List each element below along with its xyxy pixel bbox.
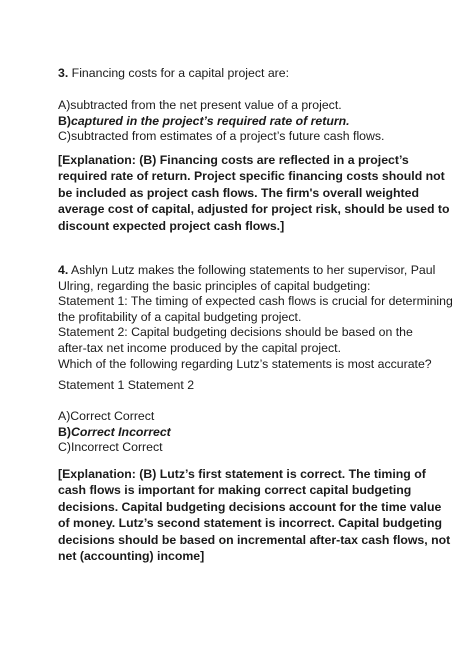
option-text: subtracted from estimates of a project’s future cash flows. [70,129,385,144]
question-4-line: Statement 2: Capital budgeting decisions should be based on the [58,325,413,340]
explanation-line: be included as project cash flows. The firm's overall weighted [58,185,419,200]
option-letter: A) [58,98,71,112]
option-text-correct: Correct Incorrect [70,424,171,439]
option-text: subtracted from the net present value of a project. [70,98,342,112]
question-3-explanation [58,152,450,234]
option-letter: A) [58,409,71,423]
option-letter: B) [58,113,71,128]
question-3 [58,66,428,82]
explanation-line: cash flows is important for making correct capital budgeting [58,483,412,498]
option-letter: C) [58,440,71,455]
question-3-option-a [58,98,428,114]
option-letter: C) [58,129,71,144]
explanation-line: of money. Lutz’s second statement is incorrect. Capital budgeting [58,516,442,531]
column-header: Statement 1 Statement 2 [58,378,195,392]
explanation-line: required rate of return. Project specific financing costs should not [58,169,445,184]
explanation-line: [Explanation: (B) Lutz’s first statement is correct. The timing of [58,467,426,481]
question-4-line: Which of the following regarding Lutz’s statements is most accurate? [58,356,432,371]
question-4-line: the profitability of a capital budgeting project. [58,309,302,324]
explanation-line: net (accounting) income] [58,549,205,564]
option-letter: B) [58,424,71,439]
explanation-line: decisions. Capital budgeting decisions account for the time value [58,499,442,514]
question-3-stem: Financing costs for a capital project are: [68,66,290,80]
explanation-line: [Explanation: (B) Financing costs are reflected in a project’s [58,153,409,167]
question-4 [58,263,453,372]
explanation-line: discount expected project cash flows.] [58,218,285,233]
option-text: Correct Correct [70,409,155,423]
option-text: Incorrect Correct [70,440,163,455]
question-4-explanation [58,466,451,564]
question-4-line: Ulring, regarding the basic principles of capital budgeting: [58,278,371,293]
question-3-option-b [58,114,428,130]
option-text-correct: captured in the project’s required rate of return. [70,113,350,128]
explanation-line: average cost of capital, adjusted for project risk, should be used to [58,202,450,217]
question-4-option-a [58,409,428,425]
question-4-line: Statement 1: The timing of expected cash flows is crucial for determining [58,294,453,309]
question-4-line [58,263,436,279]
question-4-option-b [58,425,428,441]
question-4-option-c [58,440,428,456]
explanation-line: decisions should be based on incremental after-tax cash flows, not [58,532,451,547]
question-3-options [58,98,428,145]
question-4-column-header [58,378,428,394]
question-4-options [58,409,428,456]
question-4-stem: Ashlyn Lutz makes the following statements to her supervisor, Paul [68,263,436,277]
question-3-option-c [58,129,428,145]
question-4-line: after-tax net income produced by the capital project. [58,340,341,355]
question-3-number: 3. [58,66,69,80]
question-4-number: 4. [58,263,69,277]
question-3-text [58,66,428,82]
